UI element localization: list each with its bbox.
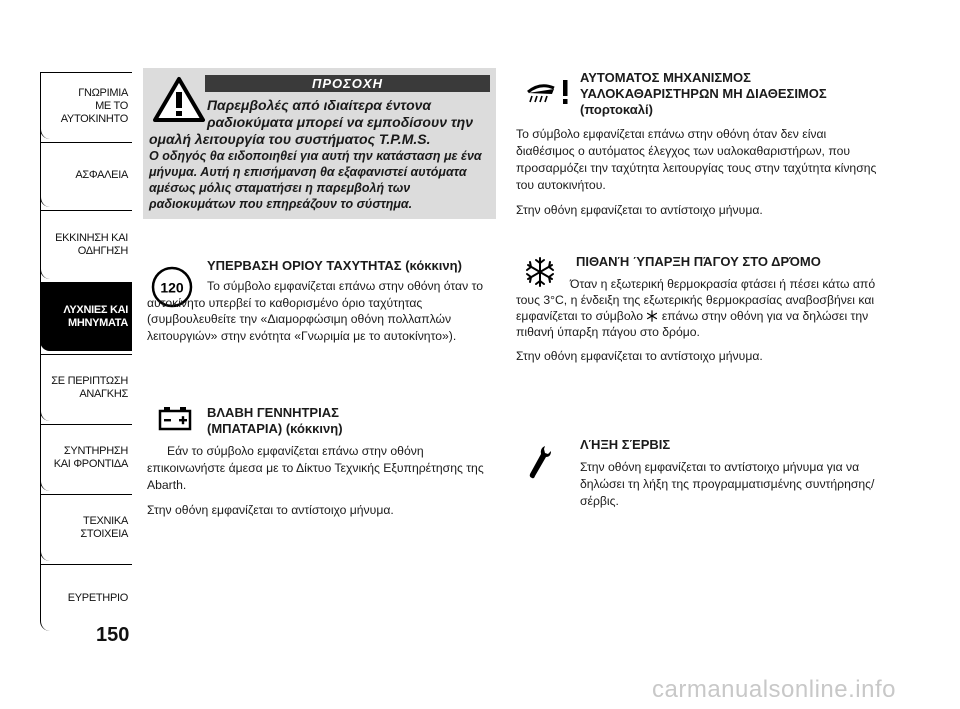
tab-introduction[interactable]: [40, 72, 132, 139]
alternator-body: Εάν το σύμβολο εμφανίζεται επάνω στην οθόνη επικοινωνήστε άμεσα με το Δίκτυο Τεχνικής Εξυπηρέτησης της Abarth.: [147, 444, 484, 492]
tab-label: ΛΥΧΝΙΕΣ ΚΑΙ ΜΗΝΥΜΑΤΑ: [63, 304, 128, 329]
tab-label: ΕΥΡΕΤΗΡΙΟ: [67, 591, 128, 604]
warning-heading: ΠΡΟΣΟΧΗ: [205, 75, 490, 92]
service-section: [580, 437, 886, 518]
alternator-section: [147, 405, 487, 527]
service-body: Στην οθόνη εμφανίζεται το αντίστοιχο μήνυμα για να δηλώσει τη λήξη της προγραμματισμένης συντήρησης/σέρβις.: [580, 460, 875, 508]
wiper-title-1: ΑΥΤΟΜΑΤΟΣ ΜΗΧΑΝΙΣΜΟΣ: [580, 70, 751, 85]
tab-label: ΤΕΧΝΙΚΑ ΣΤΟΙΧΕΙΑ: [80, 515, 128, 540]
alternator-title-2: (ΜΠΑΤΑΡΙΑ) (κόκκινη): [207, 421, 343, 436]
ice-body-b: επάνω στην οθόνη για να δηλώσει την πιθανή ύπαρξη πάγου στο δρόμο.: [516, 309, 869, 339]
tab-label: ΓΝΩΡΙΜΙΑ ΜΕ ΤΟ ΑΥΤΟΚΙΝΗΤΟ: [60, 86, 128, 125]
tab-technical-data[interactable]: [40, 494, 132, 561]
wiper-body-2: Στην οθόνη εμφανίζεται το αντίστοιχο μήνυμα.: [516, 203, 763, 217]
ice-section: [516, 254, 886, 373]
ice-body-2: Στην οθόνη εμφανίζεται το αντίστοιχο μήνυμα.: [516, 349, 763, 363]
warning-line-1: Παρεμβολές από ιδιαίτερα έντονα: [207, 97, 432, 113]
warning-text: [149, 97, 491, 212]
alternator-title-1: ΒΛΑΒΗ ΓΕΝΝΗΤΡΙΑΣ: [207, 405, 339, 420]
tab-safety[interactable]: [40, 142, 132, 207]
wrench-icon: [526, 444, 552, 480]
watermark: carmanualsonline.info: [652, 676, 896, 703]
tab-label: ΣΕ ΠΕΡΙΠΤΩΣΗ ΑΝΑΓΚΗΣ: [51, 375, 128, 400]
wiper-title-3: (πορτοκαλί): [580, 102, 653, 117]
ice-body-a: Όταν η εξωτερική θερμοκρασία φτάσει ή πέσει κάτω από τους 3°C, η ένδειξη της εξωτερικής θερμοκρασίας αναβοσβήνει και εμφανίζεται το σύμβολο: [516, 277, 876, 323]
tab-index[interactable]: [40, 564, 132, 631]
ice-title: ΠΙΘΑΝΉ ΎΠΑΡΞΗ ΠΆΓΟΥ ΣΤΟ ΔΡΌΜΟ: [576, 254, 821, 269]
service-title: ΛΉΞΗ ΣΈΡΒΙΣ: [580, 437, 671, 452]
ice-body: [516, 276, 886, 340]
wiper-body: Το σύμβολο εμφανίζεται επάνω στην οθόνη όταν δεν είναι διαθέσιμος ο αυτόματος έλεγχος των υαλοκαθαριστήρων, που προσαρμόζει την ταχύτητα λειτουργίας τους στην ταχύτητα κίνησης του αυτοκινήτου.: [516, 127, 877, 192]
speed-title: ΥΠΕΡΒΑΣΗ ΟΡΙΟΥ ΤΑΧΥΤΗΤΑΣ (κόκκινη): [207, 258, 462, 273]
snowflake-inline-icon: [646, 310, 658, 322]
wiper-section: [516, 70, 886, 227]
warning-box: [143, 68, 496, 219]
speed-limit-badge-text: 120: [160, 279, 184, 296]
wiper-title-2: ΥΑΛΟΚΑΘΑΡΙΣΤΗΡΩΝ ΜΗ ΔΙΑΘΕΣΙΜΟΣ: [580, 86, 827, 101]
page-number: 150: [96, 624, 130, 646]
tab-label: ΑΣΦΑΛΕΙΑ: [75, 168, 128, 181]
warning-line-2: ραδιοκύματα μπορεί να εμποδίσουν την: [207, 114, 473, 130]
tab-label: ΕΚΚΙΝΗΣΗ ΚΑΙ ΟΔΗΓΗΣΗ: [55, 232, 128, 257]
tab-emergency[interactable]: [40, 354, 132, 421]
warning-body: Ο οδηγός θα ειδοποιηθεί για αυτή την κατάσταση με ένα μήνυμα. Αυτή η επισήμανση θα εξαφανιστεί αυτόματα αμέσως μόλις σταματήσει η παρεμβολή των ραδιοκυμάτων που επηρεάζουν το σύστημα.: [149, 149, 482, 211]
chapter-sidebar: [40, 72, 132, 634]
tab-warning-lights[interactable]: [40, 282, 132, 351]
tab-starting-driving[interactable]: [40, 210, 132, 279]
tab-maintenance[interactable]: [40, 424, 132, 491]
speed-body: Το σύμβολο εμφανίζεται επάνω στην οθόνη όταν το αυτοκίνητο υπερβεί το καθορισμένο όριο ταχύτητας (συμβουλευθείτε την «Διαμορφώσιμη οθόνη πολλαπλών λειτουργιών» στην ενότητα «Γνωριμία με το αυτοκίνητο»).: [147, 279, 483, 343]
tab-label: ΣΥΝΤΗΡΗΣΗ ΚΑΙ ΦΡΟΝΤΙΔΑ: [53, 445, 128, 470]
alternator-body-2: Στην οθόνη εμφανίζεται το αντίστοιχο μήνυμα.: [147, 503, 394, 517]
warning-line-3: ομαλή λειτουργία του συστήματος T.P.M.S.: [149, 131, 431, 147]
speed-section: [147, 258, 487, 352]
